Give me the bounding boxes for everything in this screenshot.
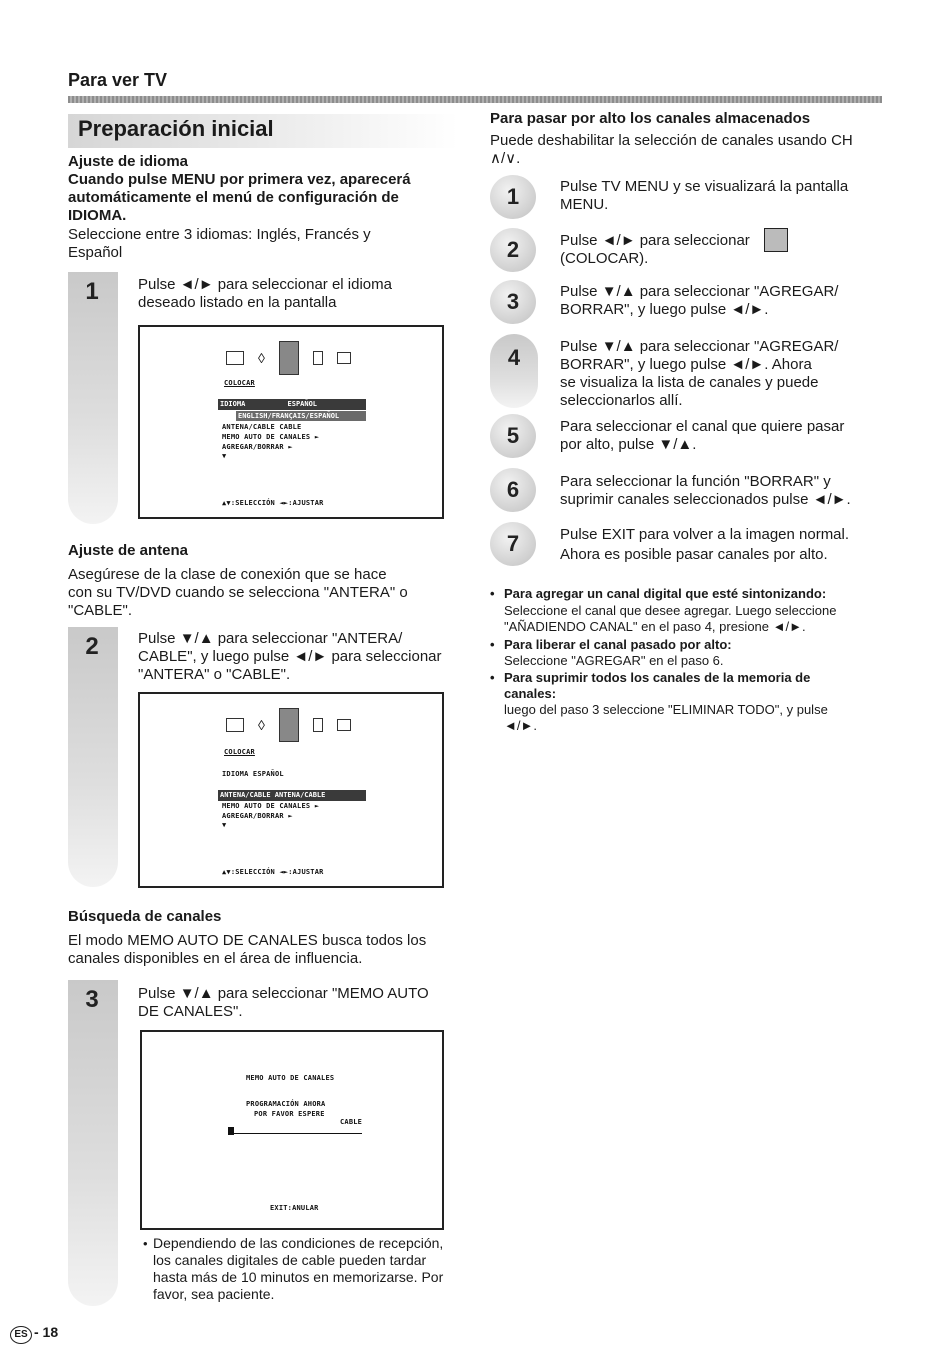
screen-row-agregar-2: AGREGAR/BORRAR ► [222, 812, 293, 820]
screen-footer: ▲▼:SELECCIÓN ◄►:AJUSTAR [222, 499, 324, 507]
progress-bar [228, 1128, 362, 1134]
screen-memo-line3: POR FAVOR ESPERE [254, 1110, 325, 1118]
screen-menu-icons [226, 341, 351, 375]
screen-memo-footer: EXIT:ANULAR [270, 1204, 319, 1212]
screen-row-more-2: ▼ [222, 821, 227, 829]
colocar-icon [764, 228, 788, 252]
bullet-icon: • [490, 637, 495, 652]
bullet3-title: Para suprimir todos los canales de la memoria de [504, 670, 811, 685]
lock-icon [313, 351, 323, 365]
colocar-icon [279, 341, 299, 375]
picture-icon [226, 718, 244, 732]
skip-heading: Para pasar por alto los canales almacenados [490, 110, 811, 127]
idioma-bold-1: Cuando pulse MENU por primera vez, aparecerá [68, 171, 411, 188]
note-line-2: los canales digitales de cable pueden tardar [153, 1252, 427, 1268]
audio-icon: ◊ [258, 350, 265, 366]
right-step-number-5: 5 [490, 414, 536, 458]
bullet2-line1: Seleccione "AGREGAR" en el paso 6. [504, 653, 724, 668]
screen-row-memo: MEMO AUTO DE CANALES ► [222, 433, 320, 441]
right-step3-line1: Pulse ▼/▲ para seleccionar "AGREGAR/ [560, 283, 839, 300]
idioma-bold-3: IDIOMA. [68, 207, 127, 224]
screen-footer-2: ▲▼:SELECCIÓN ◄►:AJUSTAR [222, 868, 324, 876]
picture-icon [226, 351, 244, 365]
screen-row-idioma [218, 399, 366, 410]
header-rule [68, 96, 882, 103]
screen-row-memo-2: MEMO AUTO DE CANALES ► [222, 802, 320, 810]
step-number-3: 3 [85, 986, 99, 1013]
lock-icon [313, 718, 323, 732]
step-column-3 [68, 980, 118, 1306]
idioma-step-line-2: deseado listado en la pantalla [138, 294, 337, 311]
screen-row-agregar: AGREGAR/BORRAR ► [222, 443, 293, 451]
screen-memo-auto [140, 1030, 444, 1230]
step-column-1 [68, 272, 118, 524]
antena-text-1: Asegúrese de la clase de conexión que se hace [68, 566, 387, 583]
antena-heading: Ajuste de antena [68, 542, 189, 559]
idioma-bold-2: automáticamente el menú de configuración de [68, 189, 399, 206]
antena-step-line-1: Pulse ▼/▲ para seleccionar "ANTERA/ [138, 630, 403, 647]
audio-icon: ◊ [258, 717, 265, 733]
screen-row-idioma-2: IDIOMA ESPAÑOL [222, 770, 284, 778]
screen-row-antena-2: ANTENA/CABLE ANTENA/CABLE [218, 790, 366, 801]
busqueda-text-1: El modo MEMO AUTO DE CANALES busca todos los [68, 932, 427, 949]
right-step4-line2: BORRAR", y luego pulse ◄/►. Ahora [560, 356, 812, 373]
screen-row-antena: ANTENA/CABLE CABLE [222, 423, 302, 431]
right-step2-line1: Pulse ◄/► para seleccionar [560, 232, 750, 249]
bullet2-title: Para liberar el canal pasado por alto: [504, 637, 732, 652]
screen-menu-title: COLOCAR [224, 379, 255, 387]
right-step5-line2: por alto, pulse ▼/▲. [560, 436, 697, 453]
page-title: Preparación inicial [78, 116, 274, 141]
language-badge: ES [10, 1326, 32, 1344]
progress-fill [228, 1127, 234, 1135]
note-line-1: Dependiendo de las condiciones de recepción, [153, 1235, 444, 1251]
right-step7-line1: Pulse EXIT para volver a la imagen normal. [560, 526, 850, 543]
screen-menu-icons-2 [226, 708, 351, 742]
note-line-3: hasta más de 10 minutos en memorizarse. Por [153, 1269, 444, 1285]
bullet1-line1: Seleccione el canal que desee agregar. Luego seleccione [504, 603, 837, 618]
bullet3-line1: luego del paso 3 seleccione "ELIMINAR TODO", y pulse [504, 702, 828, 717]
antena-step-line-3: "ANTERA" o "CABLE". [138, 666, 291, 683]
antena-step-line-2: CABLE", y luego pulse ◄/► para seleccionar [138, 648, 442, 665]
idioma-text-1: Seleccione entre 3 idiomas: Inglés, Francés y [68, 226, 371, 243]
bullet-icon: • [490, 586, 495, 601]
antena-text-2: con su TV/DVD cuando se selecciona "ANTERA" o [68, 584, 408, 601]
right-step6-line2: suprimir canales seleccionados pulse ◄/►. [560, 491, 851, 508]
step-number-2: 2 [85, 633, 99, 660]
idioma-step-line-1: Pulse ◄/► para seleccionar el idioma [138, 276, 392, 293]
screen-row-langs: ENGLISH/FRANÇAIS/ESPAÑOL [236, 411, 366, 421]
right-step-number-7: 7 [490, 522, 536, 566]
colocar-icon [279, 708, 299, 742]
busqueda-step-line-2: DE CANALES". [138, 1003, 243, 1020]
option-icon [337, 352, 351, 364]
skip-intro-1: Puede deshabilitar la selección de canales usando CH [490, 132, 853, 149]
screen-memo-title: MEMO AUTO DE CANALES [246, 1074, 335, 1082]
right-step-number-1: 1 [490, 175, 536, 219]
idioma-heading: Ajuste de idioma [68, 153, 189, 170]
right-step5-line1: Para seleccionar el canal que quiere pasar [560, 418, 845, 435]
screen-row-idioma-value: ESPAÑOL [287, 400, 318, 408]
screen-row-idioma-label: IDIOMA [220, 400, 246, 408]
right-step3-line2: BORRAR", y luego pulse ◄/►. [560, 301, 769, 318]
step-column-2 [68, 627, 118, 887]
right-step4-line4: seleccionarlos allí. [560, 392, 683, 409]
bullet1-line2: "AÑADIENDO CANAL" en el paso 4, presione ◄/►. [504, 619, 806, 634]
note-line-4: favor, sea paciente. [153, 1286, 275, 1302]
screen-memo-line2: PROGRAMACIÓN AHORA [246, 1100, 326, 1108]
bullet-icon: • [490, 670, 495, 685]
screen-antena [138, 692, 444, 888]
section-title: Para ver TV [68, 70, 168, 90]
page-number [10, 1324, 58, 1344]
page-number-text: - 18 [34, 1324, 59, 1340]
right-step4-line1: Pulse ▼/▲ para seleccionar "AGREGAR/ [560, 338, 839, 355]
right-step-number-2: 2 [490, 228, 536, 272]
antena-text-3: "CABLE". [68, 602, 133, 619]
right-step4-line3: se visualiza la lista de canales y puede [560, 374, 819, 391]
right-step7-line2: Ahora es posible pasar canales por alto. [560, 546, 828, 563]
right-step1-line1: Pulse TV MENU y se visualizará la pantalla [560, 178, 849, 195]
bullet3-line2: ◄/►. [504, 718, 537, 733]
screen-idioma [138, 325, 444, 519]
bullet-icon: • [143, 1236, 148, 1251]
step-number-1: 1 [85, 278, 99, 305]
right-step-number-3: 3 [490, 280, 536, 324]
busqueda-step-line-1: Pulse ▼/▲ para seleccionar "MEMO AUTO [138, 985, 429, 1002]
busqueda-heading: Búsqueda de canales [68, 908, 222, 925]
screen-memo-line4: CABLE [340, 1118, 363, 1126]
option-icon [337, 719, 351, 731]
screen-menu-title-2: COLOCAR [224, 748, 255, 756]
idioma-text-2: Español [68, 244, 123, 261]
screen-row-more: ▼ [222, 452, 227, 460]
bullet3-title2: canales: [504, 686, 557, 701]
right-step6-line1: Para seleccionar la función "BORRAR" y [560, 473, 831, 490]
right-step1-line2: MENU. [560, 196, 609, 213]
right-step2-line2: (COLOCAR). [560, 250, 649, 267]
right-step-number-4: 4 [507, 345, 521, 370]
busqueda-text-2: canales disponibles en el área de influencia. [68, 950, 363, 967]
bullet1-title: Para agregar un canal digital que esté sintonizando: [504, 586, 827, 601]
skip-intro-2: ∧/∨. [490, 150, 521, 167]
right-step-number-6: 6 [490, 468, 536, 512]
